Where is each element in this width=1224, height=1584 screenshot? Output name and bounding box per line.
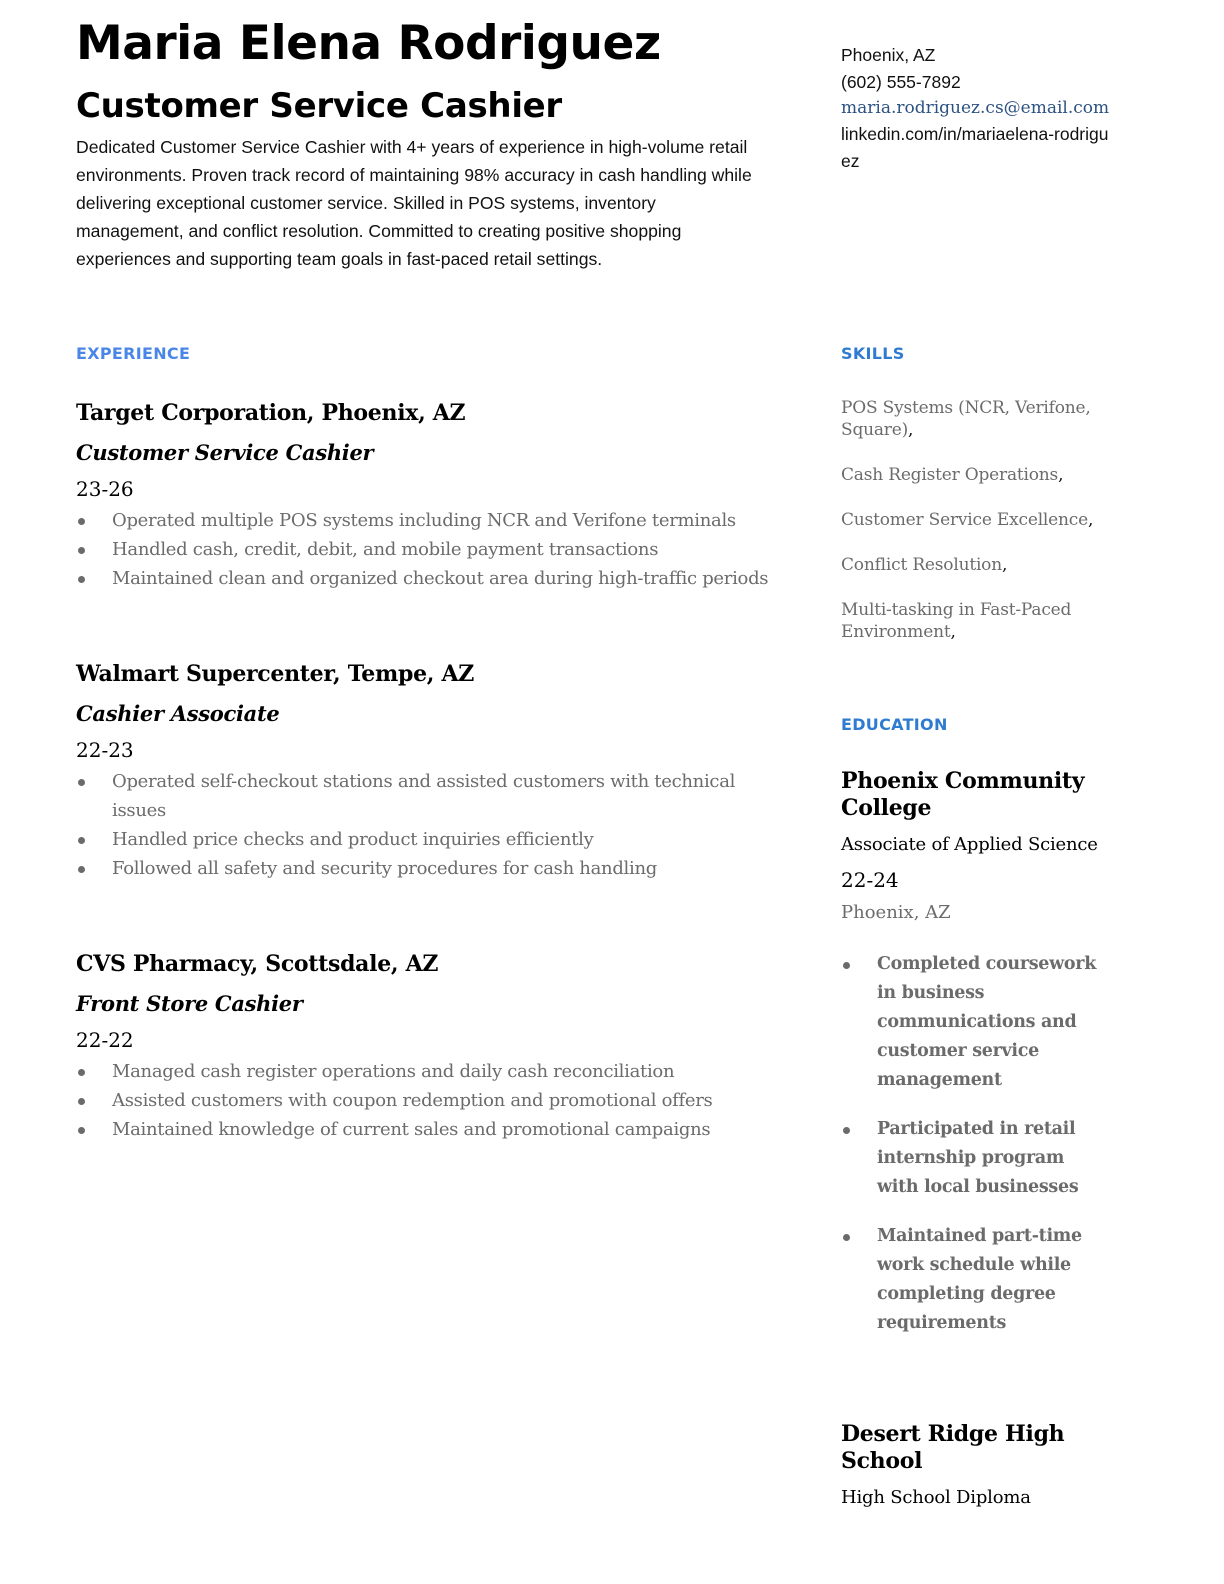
education-dates: 22-24 — [841, 868, 899, 892]
job-bullet: Operated self-checkout stations and assisted customers with technical issues — [76, 767, 776, 825]
job-bullets — [76, 767, 776, 883]
job-bullet: Handled cash, credit, debit, and mobile payment transactions — [76, 535, 776, 564]
skill-separator: , — [1058, 465, 1064, 485]
job-bullets — [76, 506, 776, 593]
education-bullet: Completed coursework in business communications and customer service management — [841, 950, 1111, 1095]
professional-summary: Dedicated Customer Service Cashier with 4+ years of experience in high-volume retail environments. Proven track record of maintaining 98% accuracy in cash handling while delivering exceptional customer service. Skilled in POS systems, inventory management, and conflict resolution. Committed to creating positive shopping experiences and supporting team goals in fast-paced retail settings. — [76, 137, 752, 269]
degree: Associate of Applied Science — [841, 834, 1098, 855]
job-role: Cashier Associate — [76, 701, 280, 726]
school-name: Desert Ridge High School — [841, 1421, 1065, 1474]
job-company: CVS Pharmacy, Scottsdale, AZ — [76, 951, 439, 977]
skill-label: Conflict Resolution — [841, 555, 1002, 575]
job-entry — [76, 398, 776, 593]
contact-info — [841, 42, 1111, 175]
contact-linkedin: linkedin.com/in/mariaelena-rodriguez — [841, 124, 1109, 171]
education-heading: EDUCATION — [841, 715, 948, 734]
job-bullet: Operated multiple POS systems including NCR and Verifone terminals — [76, 506, 776, 535]
job-dates: 23-26 — [76, 477, 134, 501]
skill-item — [841, 397, 1111, 441]
skill-item — [841, 599, 1111, 643]
skill-label: Multi-tasking in Fast-Paced Environment — [841, 600, 1072, 642]
skill-label: Cash Register Operations — [841, 465, 1059, 485]
education-bullet: Maintained part-time work schedule while completing degree requirements — [841, 1222, 1111, 1338]
job-company: Walmart Supercenter, Tempe, AZ — [76, 661, 475, 687]
degree: High School Diploma — [841, 1487, 1031, 1508]
contact-email-link[interactable]: maria.rodriguez.cs@email.com — [841, 98, 1110, 118]
skill-separator: , — [908, 420, 914, 440]
job-entry — [76, 949, 776, 1144]
contact-phone: (602) 555-7892 — [841, 72, 961, 92]
skills-list — [841, 397, 1111, 666]
job-bullet: Assisted customers with coupon redemption and promotional offers — [76, 1086, 776, 1115]
experience-heading: EXPERIENCE — [76, 344, 191, 363]
candidate-name: Maria Elena Rodriguez — [76, 16, 661, 71]
job-company: Target Corporation, Phoenix, AZ — [76, 400, 466, 426]
job-entry — [76, 659, 776, 883]
contact-location: Phoenix, AZ — [841, 45, 936, 65]
job-bullet: Managed cash register operations and daily cash reconciliation — [76, 1057, 776, 1086]
skill-separator: , — [1087, 510, 1094, 530]
job-bullet: Handled price checks and product inquiries efficiently — [76, 825, 776, 854]
skills-heading: SKILLS — [841, 344, 905, 363]
job-bullet: Maintained knowledge of current sales and promotional campaigns — [76, 1115, 776, 1144]
skill-label: POS Systems (NCR, Verifone, Square) — [841, 398, 1091, 440]
skill-separator: , — [1001, 555, 1008, 575]
skill-item — [841, 554, 1111, 576]
skill-item — [841, 509, 1111, 531]
job-bullet: Followed all safety and security procedures for cash handling — [76, 854, 776, 883]
job-dates: 22-22 — [76, 1028, 134, 1052]
school-name: Phoenix Community College — [841, 768, 1085, 821]
skill-item — [841, 464, 1111, 486]
education-bullet: Participated in retail internship program with local businesses — [841, 1115, 1111, 1202]
education-entry — [841, 1421, 1111, 1511]
skill-separator: , — [950, 622, 956, 642]
job-role: Customer Service Cashier — [76, 440, 374, 465]
job-bullets — [76, 1057, 776, 1144]
job-dates: 22-23 — [76, 738, 134, 762]
education-location: Phoenix, AZ — [841, 902, 951, 923]
education-entry — [841, 768, 1111, 1358]
skill-label: Customer Service Excellence — [841, 510, 1088, 530]
education-bullets — [841, 950, 1111, 1338]
job-bullet: Maintained clean and organized checkout area during high-traffic periods — [76, 564, 776, 593]
job-role: Front Store Cashier — [76, 991, 303, 1016]
candidate-title: Customer Service Cashier — [76, 86, 562, 126]
